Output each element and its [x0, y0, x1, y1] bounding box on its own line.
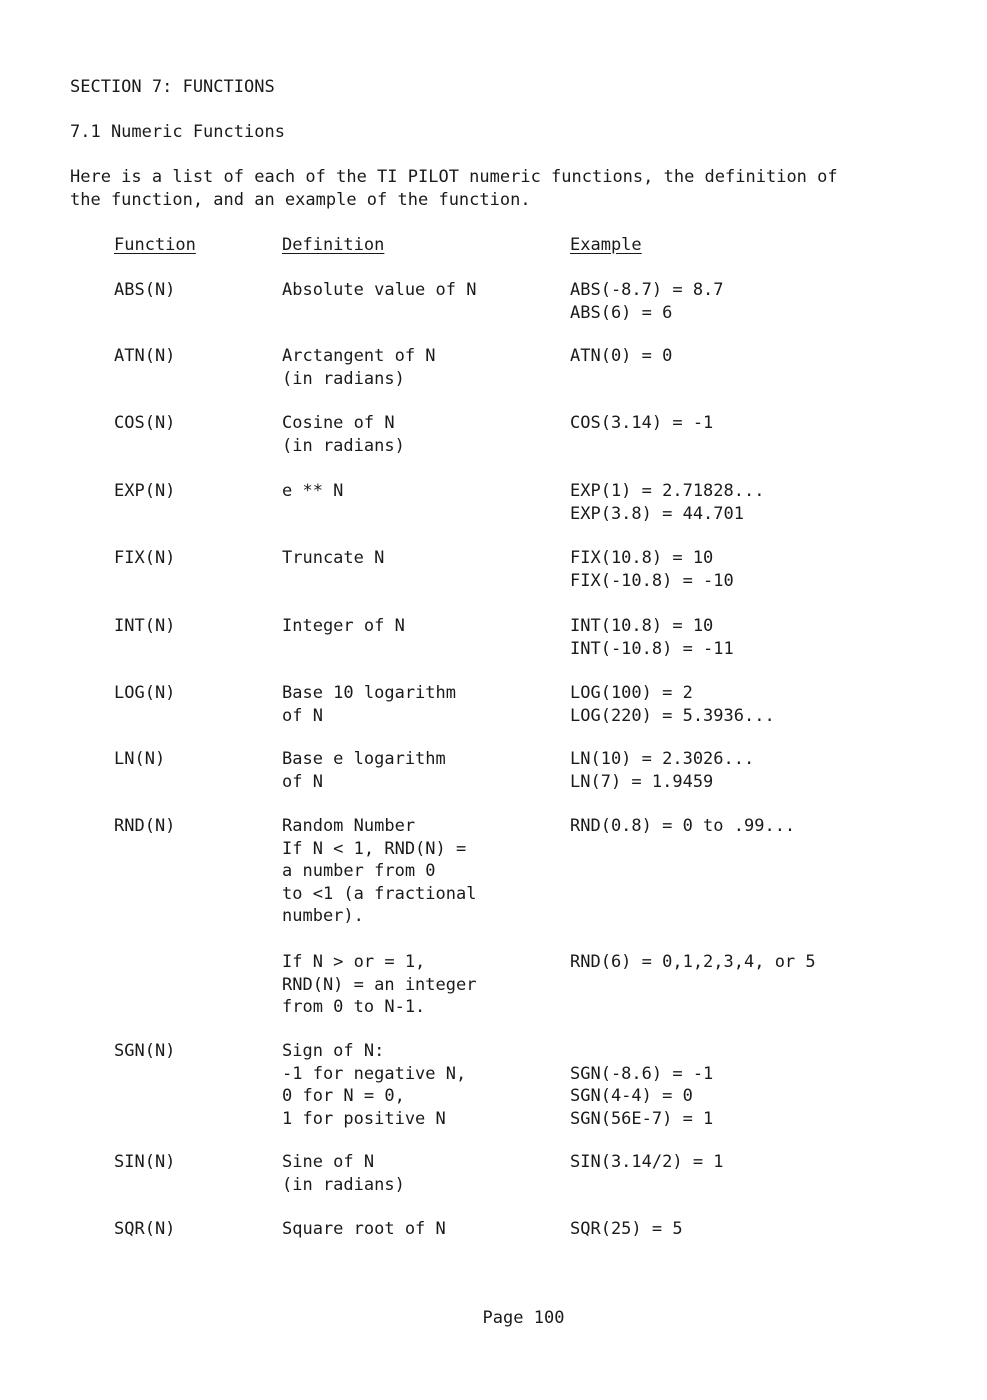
function-definition	[282, 815, 552, 928]
function-name: INT(N)	[114, 616, 176, 636]
function-definition	[282, 1218, 552, 1241]
example-line: SGN(56E-7) = 1	[570, 1108, 714, 1129]
definition-line: Sine of N	[282, 1152, 375, 1172]
function-example	[570, 1151, 950, 1174]
function-definition	[282, 480, 552, 503]
definition-line: 0 for N = 0,	[282, 1086, 405, 1106]
example-line: RND(6) = 0,1,2,3,4, or 5	[570, 952, 816, 972]
header-function: Function	[114, 235, 196, 255]
function-example	[570, 951, 950, 974]
function-definition	[282, 1151, 552, 1196]
function-example	[570, 815, 950, 838]
page-footer	[0, 1307, 987, 1330]
page-number: Page 100	[482, 1308, 565, 1328]
example-line: COS(3.14) = -1	[570, 413, 714, 433]
definition-line: (in radians)	[282, 435, 405, 456]
definition-line: Base 10 logarithm	[282, 683, 456, 703]
example-line: SQR(25) = 5	[570, 1219, 683, 1239]
definition-line: If N > or = 1,	[282, 952, 426, 972]
function-example	[570, 1218, 950, 1241]
function-name: SGN(N)	[114, 1041, 176, 1061]
function-example	[570, 345, 950, 368]
header-example: Example	[570, 235, 642, 255]
function-name: LOG(N)	[114, 683, 176, 703]
example-line: FIX(10.8) = 10	[570, 548, 714, 568]
function-example	[570, 748, 950, 793]
function-name: RND(N)	[114, 816, 176, 836]
definition-line: number).	[282, 906, 364, 926]
example-line: LOG(220) = 5.3936...	[570, 705, 775, 726]
definition-line: (in radians)	[282, 368, 405, 389]
definition-line: Base e logarithm	[282, 749, 446, 769]
definition-line: -1 for negative N,	[282, 1063, 467, 1084]
function-example	[570, 547, 950, 592]
example-line: ABS(-8.7) = 8.7	[570, 280, 724, 300]
example-line: ATN(0) = 0	[570, 346, 673, 366]
definition-line: Cosine of N	[282, 413, 395, 433]
example-line: SGN(4-4) = 0	[570, 1086, 693, 1106]
function-name: FIX(N)	[114, 548, 176, 568]
function-example	[570, 279, 950, 324]
section-title: SECTION 7: FUNCTIONS	[70, 77, 275, 97]
function-definition	[282, 412, 552, 457]
column-headers	[0, 234, 987, 258]
definition-line: Sign of N:	[282, 1041, 385, 1061]
example-line: LN(10) = 2.3026...	[570, 749, 755, 769]
function-name: SQR(N)	[114, 1219, 176, 1239]
function-example	[570, 615, 950, 660]
definition-line: Square root of N	[282, 1219, 446, 1239]
definition-line: (in radians)	[282, 1174, 405, 1195]
definition-line: Truncate N	[282, 548, 385, 568]
example-line: EXP(3.8) = 44.701	[570, 503, 744, 524]
definition-line: from 0 to N-1.	[282, 997, 426, 1017]
function-definition	[282, 345, 552, 390]
function-name: ATN(N)	[114, 346, 176, 366]
function-definition	[282, 547, 552, 570]
example-line: LN(7) = 1.9459	[570, 771, 714, 792]
definition-line: 1 for positive N	[282, 1108, 446, 1129]
function-definition	[282, 279, 552, 302]
function-example	[570, 682, 950, 727]
definition-line: Random Number	[282, 816, 416, 836]
definition-line: e ** N	[282, 481, 344, 501]
intro-paragraph: Here is a list of each of the TI PILOT numeric functions, the definition of the function, and an example of the function.	[70, 167, 838, 210]
function-name: EXP(N)	[114, 481, 176, 501]
example-line	[570, 1040, 950, 1063]
definition-line: of N	[282, 771, 323, 792]
subsection-title: 7.1 Numeric Functions	[70, 122, 285, 142]
example-line: RND(0.8) = 0 to .99...	[570, 816, 796, 836]
example-line: FIX(-10.8) = -10	[570, 570, 734, 591]
example-line: SIN(3.14/2) = 1	[570, 1152, 724, 1172]
function-definition	[282, 682, 552, 727]
function-name: COS(N)	[114, 413, 176, 433]
example-line: ABS(6) = 6	[570, 302, 673, 323]
function-example	[570, 480, 950, 525]
function-example	[570, 1040, 950, 1130]
example-line: LOG(100) = 2	[570, 683, 693, 703]
function-definition	[282, 951, 552, 1019]
example-line: INT(10.8) = 10	[570, 616, 714, 636]
header-definition: Definition	[282, 235, 385, 255]
definition-line: a number from 0	[282, 861, 436, 881]
function-definition	[282, 1040, 552, 1130]
function-name: SIN(N)	[114, 1152, 176, 1172]
definition-line: If N < 1, RND(N) =	[282, 838, 467, 859]
definition-line: to <1 (a fractional	[282, 883, 477, 904]
function-definition	[282, 748, 552, 793]
example-line: SGN(-8.6) = -1	[570, 1063, 714, 1084]
definition-line: of N	[282, 705, 323, 726]
function-name: ABS(N)	[114, 280, 176, 300]
example-line: EXP(1) = 2.71828...	[570, 481, 765, 501]
definition-line: Integer of N	[282, 616, 405, 636]
definition-line: RND(N) = an integer	[282, 974, 477, 995]
function-name: LN(N)	[114, 749, 166, 769]
example-line: INT(-10.8) = -11	[570, 638, 734, 659]
function-example	[570, 412, 950, 435]
function-definition	[282, 615, 552, 638]
definition-line: Absolute value of N	[282, 280, 477, 300]
definition-line: Arctangent of N	[282, 346, 436, 366]
